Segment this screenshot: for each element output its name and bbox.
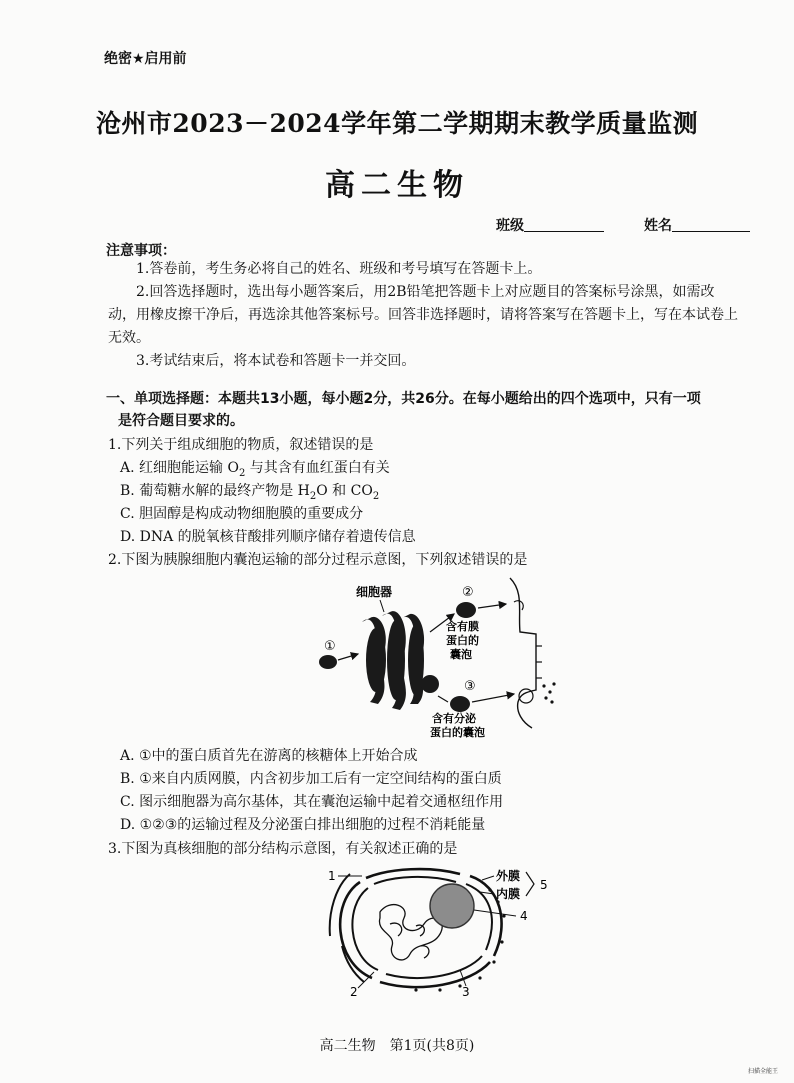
name-blank[interactable] — [672, 217, 750, 232]
question-1-option-c: C. 胆固醇是构成动物细胞膜的重要成分 — [120, 506, 364, 522]
question-2-stem: 2.下图为胰腺细胞内囊泡运输的部分过程示意图，下列叙述错误的是 — [108, 552, 528, 568]
membrane-proteins — [536, 646, 542, 678]
name-label: 姓名 — [644, 218, 672, 234]
nucleus-structure-figure — [320, 862, 570, 1002]
section-1-instructions — [106, 388, 746, 432]
label-4: 4 — [520, 909, 528, 923]
question-2-option-c: C. 图示细胞器为高尔基体，其在囊泡运输中起着交通枢纽作用 — [120, 794, 504, 810]
confidential-mark: 绝密★启用前 — [104, 51, 187, 67]
arrow-to-3 — [438, 696, 448, 702]
section-1-line-1: 一、单项选择题：本题共13小题，每小题2分，共26分。在每小题给出的四个选项中，只有一项 — [106, 391, 701, 407]
notes-heading: 注意事项： — [106, 243, 176, 259]
class-blank[interactable] — [524, 217, 604, 232]
exam-subject: 高二生物 — [325, 168, 469, 203]
vesicle-2 — [456, 602, 476, 618]
note-item-3: 3.考试结束后，将本试卷和答题卡一并交回。 — [136, 353, 416, 369]
inner-membrane — [352, 877, 492, 978]
label-1: ① — [324, 639, 336, 654]
note-item-1: 1.答卷前，考生务必将自己的姓名、班级和考号填写在答题卡上。 — [136, 261, 542, 277]
scanner-watermark: 扫描全能王 — [748, 1068, 779, 1075]
exam-title: 沧州市2023－2024学年第二学期期末教学质量监测 — [95, 109, 699, 138]
question-2-option-d: D. ①②③的运输过程及分泌蛋白排出细胞的过程不消耗能量 — [120, 817, 486, 833]
vesicle-1 — [319, 655, 337, 669]
secretory-vesicle-label-2: 蛋白的囊泡 — [430, 726, 485, 739]
label-1: 1 — [328, 869, 336, 883]
question-1-option-d: D. DNA 的脱氧核苷酸排列顺序储存着遗传信息 — [120, 529, 416, 545]
label-3: ③ — [464, 679, 476, 694]
question-1-stem: 1.下列关于组成细胞的物质，叙述错误的是 — [108, 437, 374, 453]
section-1-line-2: 是符合题目要求的。 — [118, 413, 244, 429]
membrane-vesicle-label-1: 含有膜 — [446, 620, 479, 633]
inner-membrane-label: 内膜 — [496, 887, 521, 901]
arrow-2-membrane — [478, 604, 506, 608]
budding-vesicle — [421, 675, 439, 693]
arrow-3-membrane — [472, 694, 514, 702]
secreted-proteins — [542, 682, 555, 703]
membrane-vesicle-label-3: 囊泡 — [450, 648, 472, 661]
question-2-option-b: B. ①来自内质网膜，内含初步加工后有一定空间结构的蛋白质 — [120, 771, 502, 787]
arrow-1 — [338, 654, 358, 660]
label-2: 2 — [350, 985, 358, 999]
leader-outer — [482, 876, 494, 880]
membrane-fusion — [514, 601, 523, 610]
nucleolus — [430, 884, 474, 928]
page-footer: 高二生物 第1页(共8页) — [319, 1038, 475, 1054]
organelle-label: 细胞器 — [356, 585, 393, 599]
label-5: 5 — [540, 878, 548, 892]
outer-membrane-label: 外膜 — [496, 869, 521, 883]
secretory-vesicle-label-1: 含有分泌 — [432, 712, 476, 725]
student-info-fields — [496, 215, 750, 235]
question-1-option-a: A. 红细胞能运输 $O_2$ 与其含有血红蛋白有关 — [120, 460, 390, 479]
leader-4 — [474, 910, 516, 916]
question-3-stem: 3.下图为真核细胞的部分结构示意图，有关叙述正确的是 — [108, 841, 458, 857]
note-item-2: 2.回答选择题时，选出每小题答案后，用2B铅笔把答题卡上对应题目的答案标号涂黑，如需改动，用橡皮擦干净后，再选涂其他答案标号。回答非选择题时，请将答案写在答题卡上，写在本试卷上无效。 — [108, 284, 738, 346]
vesicle-3 — [450, 696, 470, 712]
label-2: ② — [462, 585, 474, 600]
organelle-pointer — [380, 600, 384, 612]
brace-5 — [526, 872, 534, 896]
class-label: 班级 — [496, 218, 524, 234]
label-3: 3 — [462, 985, 470, 999]
golgi-body — [360, 611, 428, 710]
question-2-option-a: A. ①中的蛋白质首先在游离的核糖体上开始合成 — [120, 748, 418, 764]
membrane-vesicle-label-2: 蛋白的 — [446, 634, 479, 647]
cell-membrane — [510, 578, 536, 728]
vesicle-transport-figure — [300, 572, 570, 742]
question-1-option-b: B. 葡萄糖水解的最终产物是 $H_2O$ 和 $CO_2$ — [120, 483, 380, 502]
